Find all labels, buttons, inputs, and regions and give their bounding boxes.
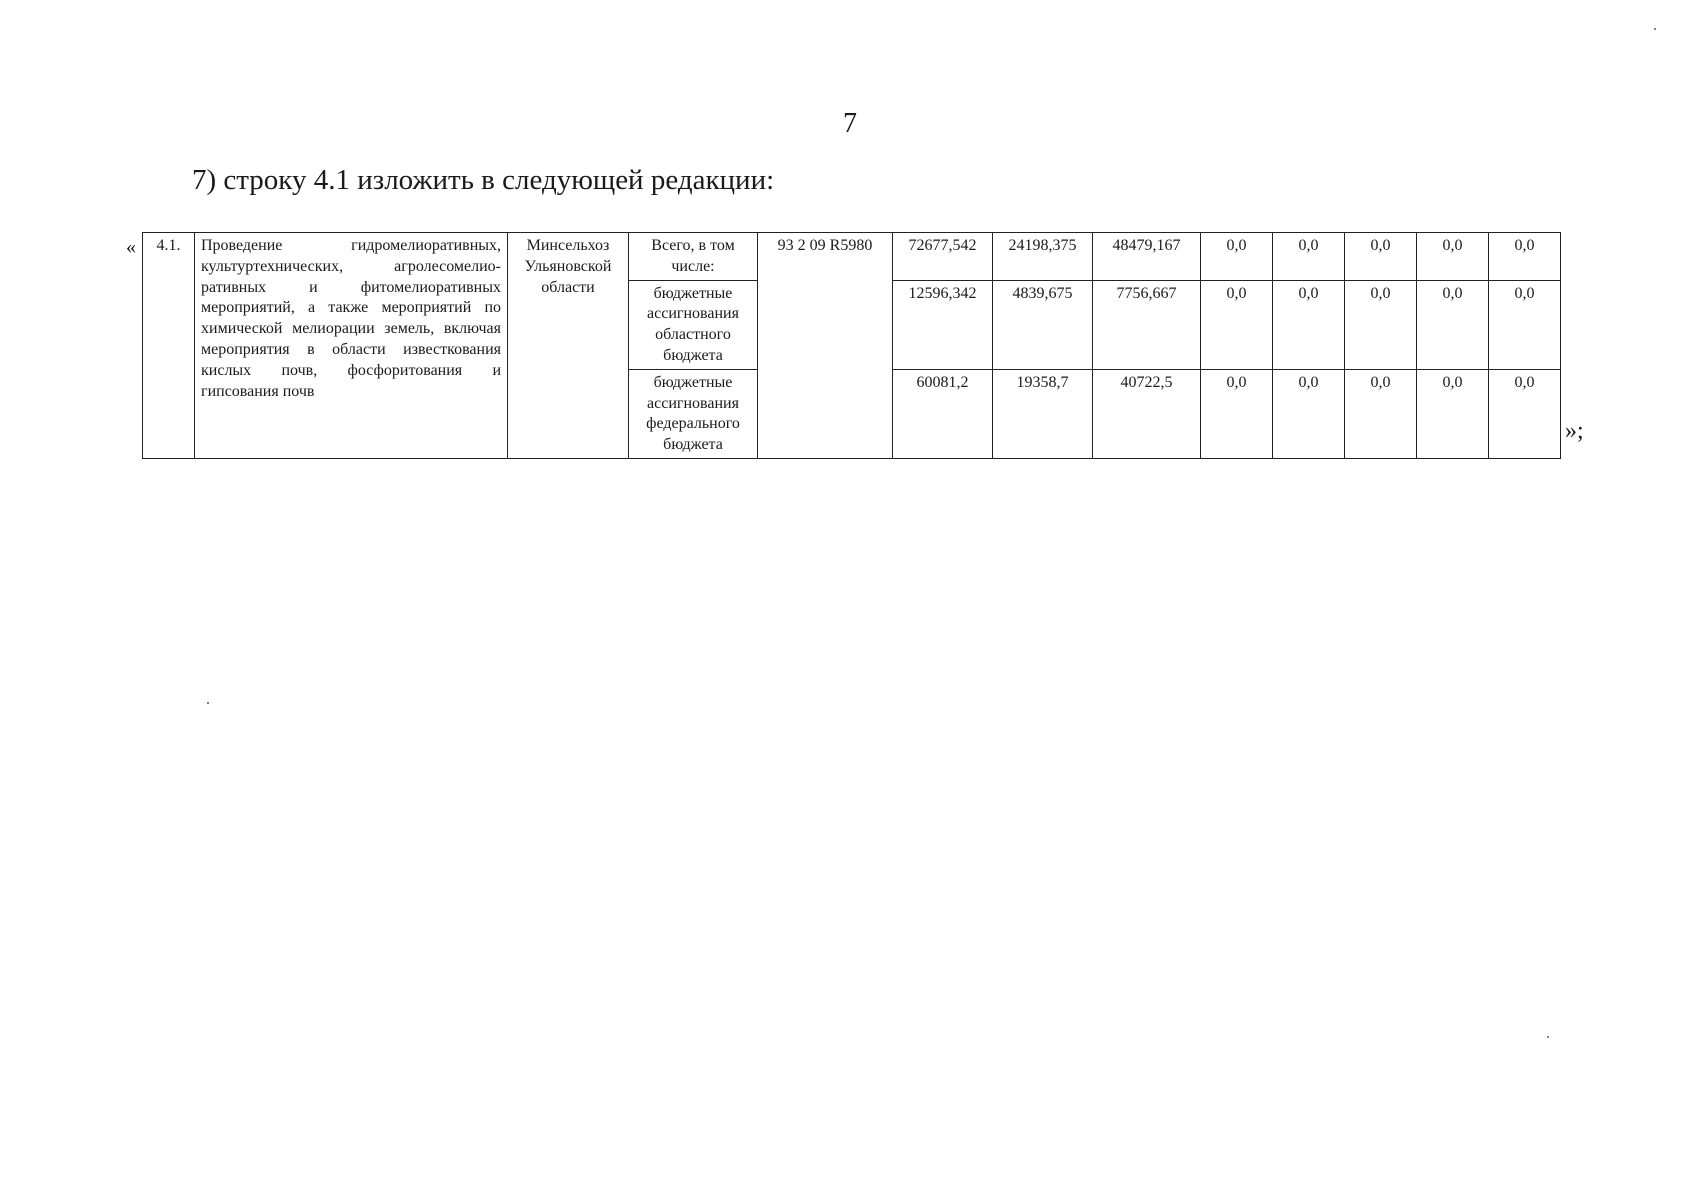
opening-quote: « (126, 236, 136, 258)
closing-quote: »; (1565, 418, 1584, 444)
funding-source-label: бюджетные ассигнования областного бюджета (647, 284, 739, 364)
funding-source-cell (629, 280, 758, 369)
value-cell: 72677,542 (893, 233, 993, 281)
budget-code-cell: 93 2 09 R5980 (758, 233, 893, 459)
value-cell: 0,0 (1417, 369, 1489, 458)
value-cell: 48479,167 (1093, 233, 1201, 281)
value-cell: 4839,675 (993, 280, 1093, 369)
value-cell: 0,0 (1345, 280, 1417, 369)
funding-source-label: Всего, в том числе: (651, 237, 735, 275)
value-cell: 0,0 (1273, 369, 1345, 458)
amendment-heading: 7) строку 4.1 изложить в следующей редакции: (192, 164, 775, 196)
value-cell: 7756,667 (1093, 280, 1201, 369)
scan-speck (207, 702, 209, 704)
funding-source-cell (629, 233, 758, 281)
value-cell: 0,0 (1201, 233, 1273, 281)
page-number: 7 (843, 108, 857, 139)
value-cell: 0,0 (1345, 369, 1417, 458)
scan-speck (1547, 1036, 1549, 1038)
row-number-cell: 4.1. (143, 233, 195, 459)
value-cell: 0,0 (1273, 280, 1345, 369)
value-cell: 60081,2 (893, 369, 993, 458)
value-cell: 0,0 (1273, 233, 1345, 281)
value-cell: 0,0 (1489, 369, 1561, 458)
value-cell: 0,0 (1201, 369, 1273, 458)
program-table (142, 232, 1561, 459)
value-cell: 40722,5 (1093, 369, 1201, 458)
value-cell: 12596,342 (893, 280, 993, 369)
table-row (143, 233, 1561, 281)
scan-speck (1654, 28, 1656, 30)
value-cell: 0,0 (1345, 233, 1417, 281)
value-cell: 0,0 (1489, 280, 1561, 369)
activity-name-cell: Проведение гидромелиоративных, культуртехнических, агролесомелиоративных и фитомелиоративных мероприятий, а также мероприятий по химической мелиорации земель, включая мероприятия в области известкования кислых почв, фосфоритования и гипсования почв (195, 233, 508, 459)
value-cell: 0,0 (1489, 233, 1561, 281)
funding-source-label: бюджетные ассигнования федерального бюджета (646, 373, 740, 454)
value-cell: 19358,7 (993, 369, 1093, 458)
value-cell: 0,0 (1417, 280, 1489, 369)
funding-source-cell (629, 369, 758, 458)
executor-cell: Минсельхоз Ульяновской области (508, 233, 629, 459)
value-cell: 24198,375 (993, 233, 1093, 281)
value-cell: 0,0 (1201, 280, 1273, 369)
value-cell: 0,0 (1417, 233, 1489, 281)
